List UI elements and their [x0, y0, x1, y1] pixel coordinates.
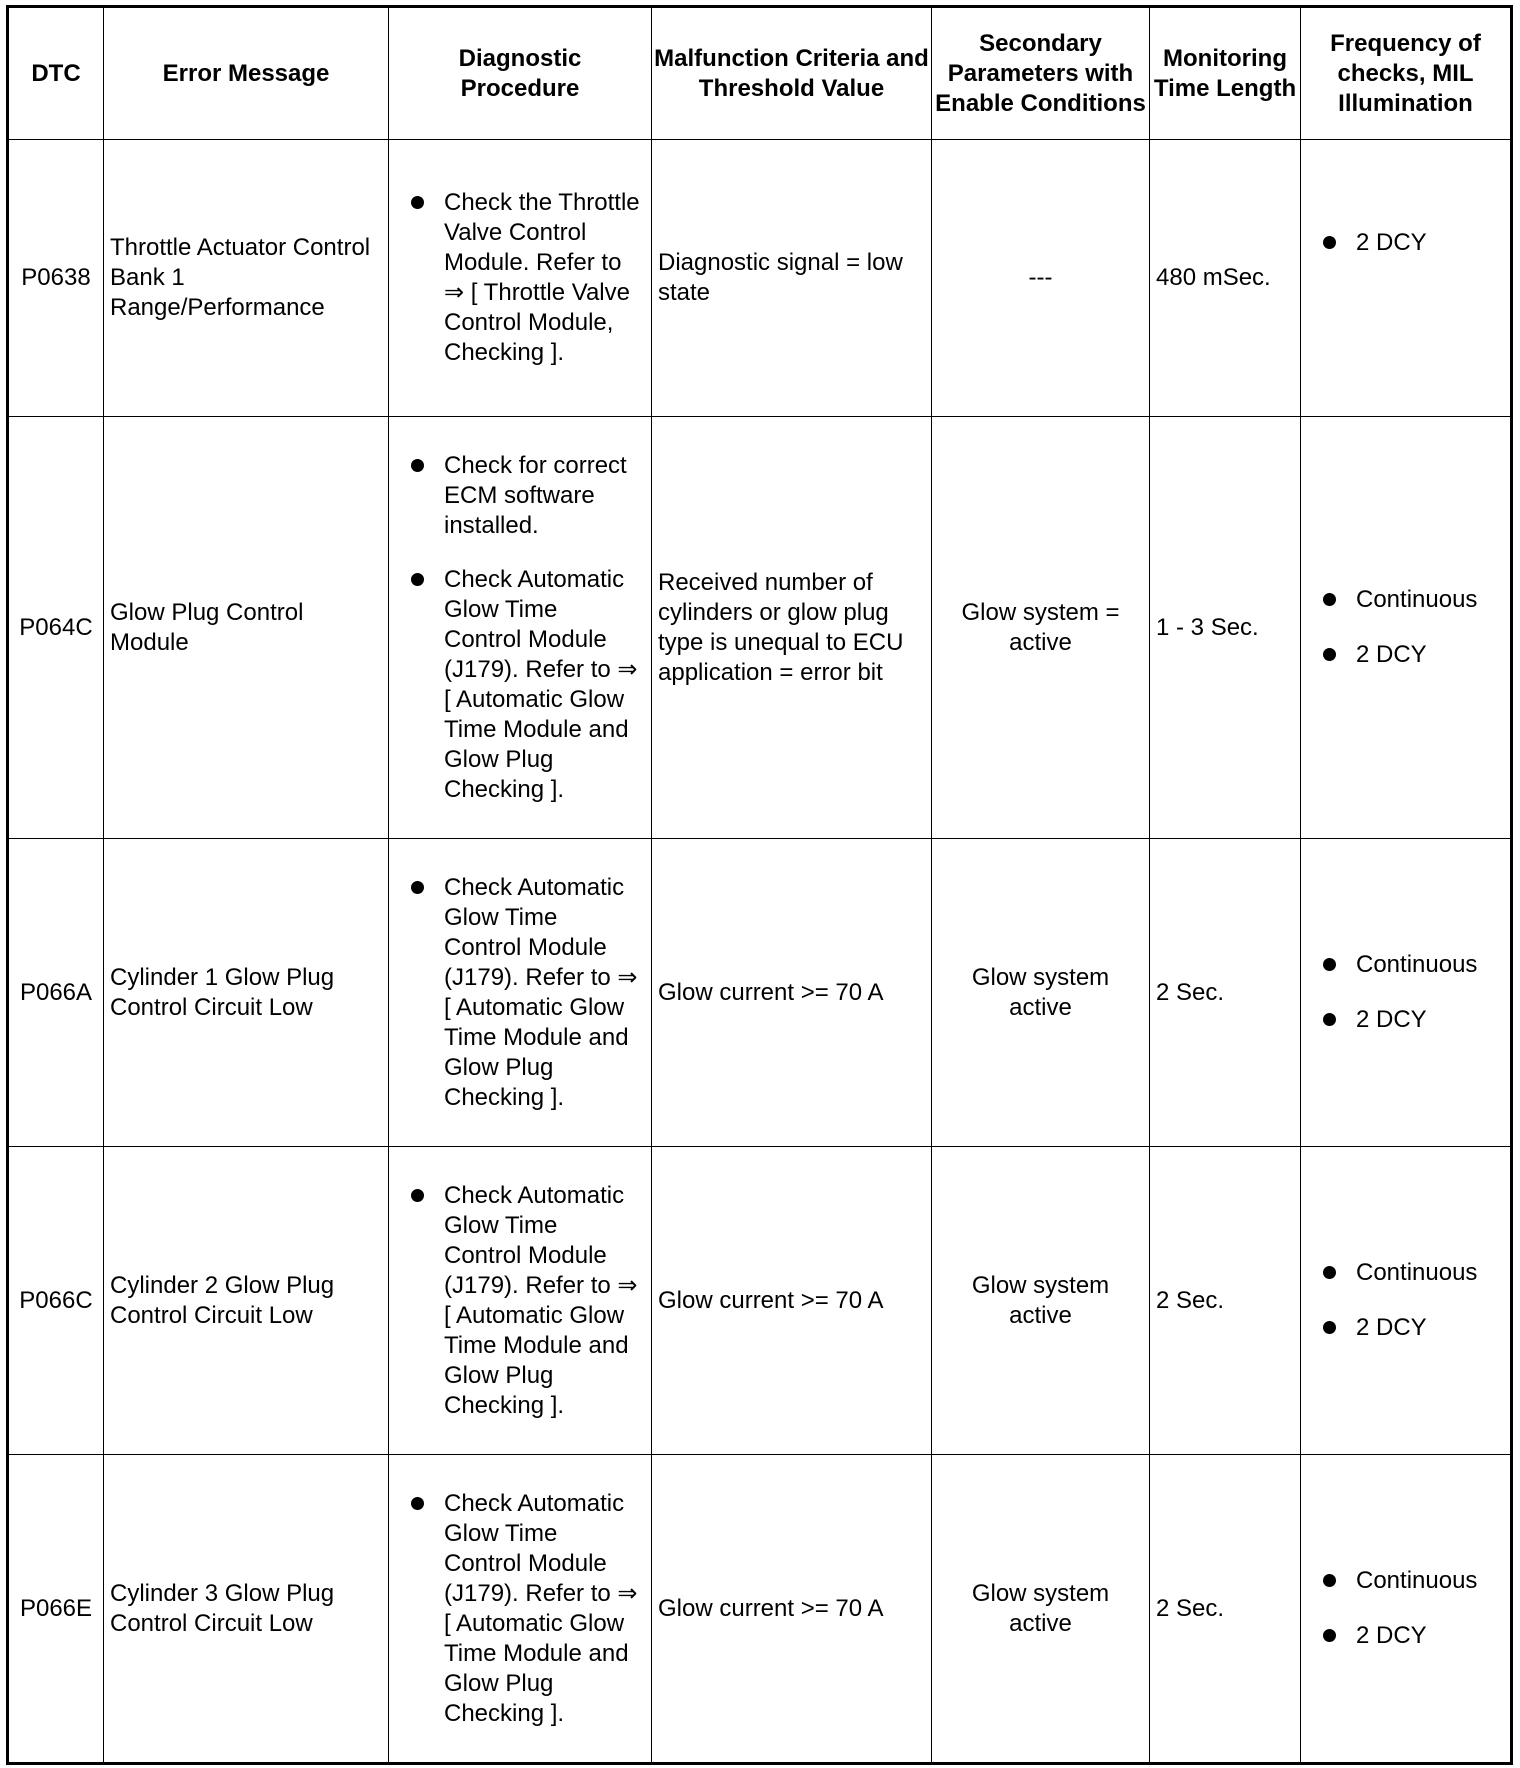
secondary-parameters: Glow system active: [932, 1455, 1150, 1764]
error-message: Glow Plug Control Module: [104, 417, 389, 839]
malfunction-criteria: Glow current >= 70 A: [652, 1147, 932, 1455]
header-frequency: Frequency of checks, MIL Illumination: [1301, 7, 1512, 140]
frequency: [1301, 417, 1512, 839]
secondary-parameters: ---: [932, 140, 1150, 417]
procedure-step: Check Automatic Glow Time Control Module (J179). Refer to ⇒ [ Automatic Glow Time Module and Glow Plug Checking ].: [444, 1181, 641, 1421]
procedure-step: Check for correct ECM software installed.: [444, 451, 641, 541]
header-diagnostic-procedure: Diagnostic Procedure: [389, 7, 652, 140]
malfunction-criteria: Received number of cylinders or glow plug type is unequal to ECU application = error bit: [652, 417, 932, 839]
frequency: [1301, 1147, 1512, 1455]
frequency-item: Continuous: [1356, 1566, 1510, 1596]
diagnostic-procedure: [389, 1147, 652, 1455]
procedure-step: Check Automatic Glow Time Control Module (J179). Refer to ⇒ [ Automatic Glow Time Module and Glow Plug Checking ].: [444, 565, 641, 805]
malfunction-criteria: Diagnostic signal = low state: [652, 140, 932, 417]
error-message: Cylinder 1 Glow Plug Control Circuit Low: [104, 839, 389, 1147]
dtc-code: P066A: [8, 839, 104, 1147]
dtc-code: P066C: [8, 1147, 104, 1455]
frequency-item: 2 DCY: [1356, 1621, 1510, 1651]
monitoring-time: 2 Sec.: [1150, 1147, 1301, 1455]
secondary-parameters: Glow system = active: [932, 417, 1150, 839]
secondary-parameters: Glow system active: [932, 1147, 1150, 1455]
monitoring-time: 2 Sec.: [1150, 839, 1301, 1147]
table-row: [8, 1147, 1512, 1455]
table-row: [8, 839, 1512, 1147]
frequency: [1301, 140, 1512, 417]
procedure-step: Check the Throttle Valve Control Module. Refer to ⇒ [ Throttle Valve Control Module, Checking ].: [444, 189, 640, 366]
frequency-item: 2 DCY: [1356, 640, 1510, 670]
dtc-code: P066E: [8, 1455, 104, 1764]
table-row: [8, 1455, 1512, 1764]
procedure-step: Check Automatic Glow Time Control Module (J179). Refer to ⇒ [ Automatic Glow Time Module and Glow Plug Checking ].: [444, 1489, 641, 1729]
malfunction-criteria: Glow current >= 70 A: [652, 1455, 932, 1764]
frequency-item: 2 DCY: [1356, 1313, 1510, 1343]
monitoring-time: 2 Sec.: [1150, 1455, 1301, 1764]
header-secondary-parameters: Secondary Parameters with Enable Conditions: [932, 7, 1150, 140]
dtc-table: [6, 5, 1513, 1765]
header-monitoring-time: Monitoring Time Length: [1150, 7, 1301, 140]
diagnostic-procedure: [389, 417, 652, 839]
error-message: Cylinder 2 Glow Plug Control Circuit Low: [104, 1147, 389, 1455]
table-row: [8, 417, 1512, 839]
header-malfunction-criteria: Malfunction Criteria and Threshold Value: [652, 7, 932, 140]
frequency: [1301, 1455, 1512, 1764]
frequency-item: 2 DCY: [1356, 1005, 1510, 1035]
diagnostic-procedure: [389, 839, 652, 1147]
diagnostic-procedure: [389, 140, 652, 417]
monitoring-time: 480 mSec.: [1150, 140, 1301, 417]
dtc-code: P064C: [8, 417, 104, 839]
error-message: Cylinder 3 Glow Plug Control Circuit Low: [104, 1455, 389, 1764]
secondary-parameters: Glow system active: [932, 839, 1150, 1147]
frequency-item: Continuous: [1356, 950, 1510, 980]
header-dtc: DTC: [8, 7, 104, 140]
header-row: [8, 7, 1512, 140]
table-row: [8, 140, 1512, 417]
malfunction-criteria: Glow current >= 70 A: [652, 839, 932, 1147]
frequency-item: Continuous: [1356, 1258, 1510, 1288]
error-message: Throttle Actuator Control Bank 1 Range/Performance: [104, 140, 389, 417]
frequency-item: 2 DCY: [1356, 228, 1510, 258]
frequency-item: Continuous: [1356, 585, 1510, 615]
header-error-message: Error Message: [104, 7, 389, 140]
diagnostic-procedure: [389, 1455, 652, 1764]
frequency: [1301, 839, 1512, 1147]
monitoring-time: 1 - 3 Sec.: [1150, 417, 1301, 839]
procedure-step: Check Automatic Glow Time Control Module (J179). Refer to ⇒ [ Automatic Glow Time Module and Glow Plug Checking ].: [444, 873, 641, 1113]
dtc-code: P0638: [8, 140, 104, 417]
